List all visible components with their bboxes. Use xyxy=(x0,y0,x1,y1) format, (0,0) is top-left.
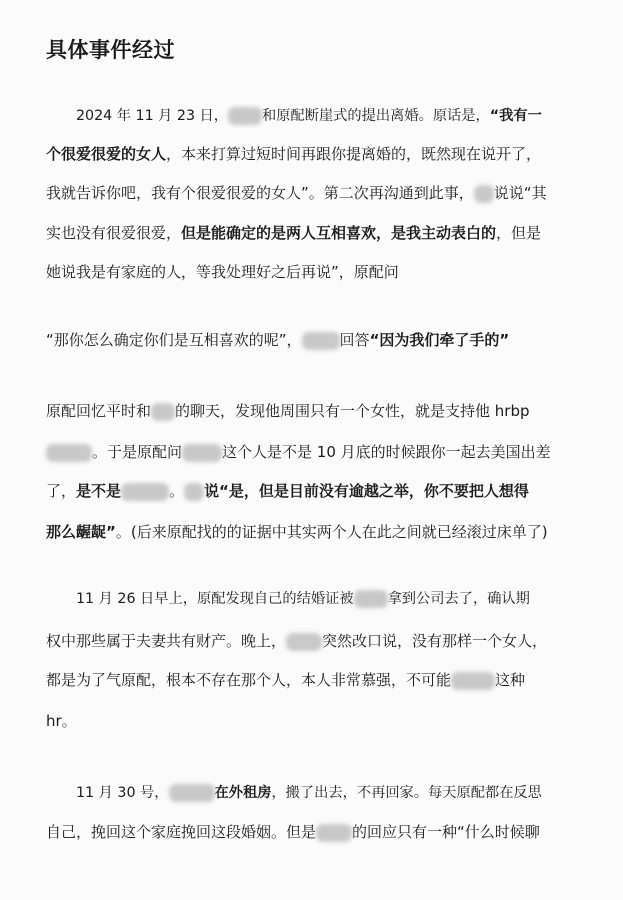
bold-segment: “我有一 xyxy=(489,108,542,124)
redaction-blur xyxy=(184,483,204,501)
p1-line-3 xyxy=(46,183,606,203)
text-segment: 。第二次再沟通到此事， xyxy=(308,184,474,202)
p1-line-5 xyxy=(46,262,606,282)
p2-line-1 xyxy=(46,330,606,350)
text-segment: 拿到公司去了，确认期 xyxy=(387,591,530,607)
text-segment: ，搬了出去，不再回家。每天原配都在反思 xyxy=(271,785,542,801)
p3-line-4 xyxy=(46,522,606,542)
text-segment: 的回应只有一种“什么时候聊 xyxy=(352,823,540,841)
redaction-blur xyxy=(46,444,92,462)
p3-line-1 xyxy=(46,401,606,421)
text-segment: 说说“其 xyxy=(493,184,547,202)
redaction-blur xyxy=(316,824,352,842)
text-segment: 回答 xyxy=(339,331,370,349)
text-segment: 这个人是不是 10 月底的时候跟你一起去美国出差 xyxy=(222,443,551,461)
redaction-blur xyxy=(169,784,215,802)
bold-segment: 在外租房 xyxy=(214,785,272,801)
p4-line-4 xyxy=(46,711,606,731)
p3-line-3 xyxy=(46,481,606,501)
p4-line-2 xyxy=(46,631,606,651)
text-segment: 突然改口说，没有那样一个女人， xyxy=(322,632,548,650)
bold-segment: “因为我们牵了手的” xyxy=(369,331,510,349)
text-segment: 2024 年 11 月 23 日， xyxy=(76,108,229,124)
redaction-blur xyxy=(474,185,494,203)
text-segment: 11 月 30 号， xyxy=(76,785,169,801)
text-segment: 的聊天，发现他周围只有一个女性，就是支持他 hrbp xyxy=(175,402,530,420)
text-segment: 都是为了气原配，根本不存在那个人，本人非常慕强，不可能 xyxy=(46,671,452,689)
text-segment: hr。 xyxy=(46,712,77,730)
bold-segment: 是不是 xyxy=(76,482,122,500)
p5-line-1 xyxy=(46,783,623,803)
bold-segment: 说“是，但是目前没有逾越之举，你不要把人想得 xyxy=(204,482,529,500)
redaction-blur xyxy=(182,444,222,462)
text-segment: 我就告诉你吧，我有个很爱很爱的女人” xyxy=(46,184,309,202)
text-segment: 11 月 26 日早上，原配发现自己的结婚证被 xyxy=(76,591,354,607)
text-segment: “那你怎么确定你们是互相喜欢的呢”， xyxy=(46,331,302,349)
p4-line-1 xyxy=(46,589,623,609)
text-segment: 实也没有很爱很爱， xyxy=(46,224,182,242)
p4-line-3 xyxy=(46,670,606,690)
p5-line-2 xyxy=(46,822,606,842)
redaction-blur xyxy=(354,590,388,608)
redaction-blur xyxy=(286,633,322,651)
p1-line-4 xyxy=(46,223,606,243)
bold-segment: 那么龌龊” xyxy=(46,523,116,541)
redaction-blur xyxy=(121,483,169,501)
text-segment: 。(后来原配找的的证据中其实两个人在此之间就已经滚过床单了) xyxy=(115,523,548,541)
p1-line-2 xyxy=(46,144,606,164)
text-segment: 了， xyxy=(46,482,77,500)
text-segment: 。于是原配问 xyxy=(92,443,183,461)
redaction-blur xyxy=(302,332,340,350)
text-segment: 和原配断崖式的提出离婚。原话是， xyxy=(262,108,490,124)
text-segment: 。 xyxy=(169,482,185,500)
text-segment: ，本来打算过短时间再跟你提离婚的，既然现在说开了， xyxy=(166,145,542,163)
p1-line-1 xyxy=(46,106,623,126)
text-segment: 权中那些属于夫妻共有财产。晚上， xyxy=(46,632,287,650)
bold-segment: 但是能确定的是两人互相喜欢，是我主动表白的 xyxy=(181,224,497,242)
bold-segment: 个很爱很爱的女人 xyxy=(46,145,167,163)
redaction-blur xyxy=(228,107,262,125)
p3-line-2 xyxy=(46,442,606,462)
text-segment: 原配回忆平时和 xyxy=(46,402,152,420)
text-segment: 她说我是有家庭的人，等我处理好之后再说”，原配问 xyxy=(46,263,399,281)
redaction-blur xyxy=(451,672,495,690)
text-segment: 这种 xyxy=(495,671,526,689)
section-title: 具体事件经过 xyxy=(46,38,175,62)
text-segment: 自己，挽回这个家庭挽回这段婚姻。但是 xyxy=(46,823,317,841)
text-segment: ，但是 xyxy=(496,224,542,242)
redaction-blur xyxy=(151,403,175,421)
